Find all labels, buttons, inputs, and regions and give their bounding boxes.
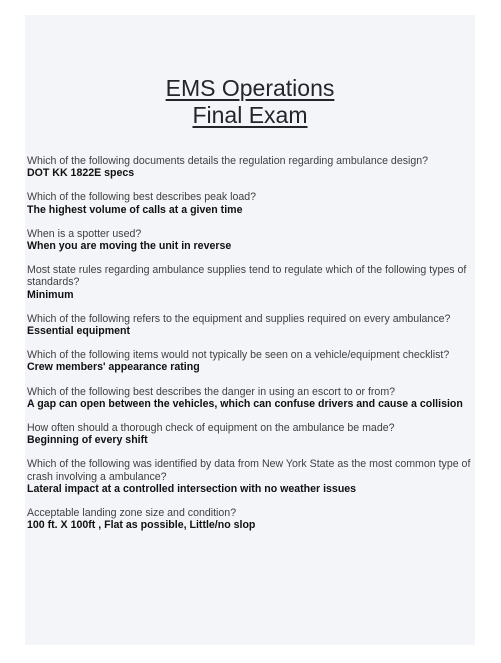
- question-text: Most state rules regarding ambulance supplies tend to regulate which of the following types of standards?: [27, 264, 467, 289]
- question-item: [27, 191, 471, 215]
- question-text: When is a spotter used?: [27, 227, 142, 240]
- question-item: [27, 313, 471, 337]
- answer-text: DOT KK 1822E specs: [27, 167, 135, 180]
- answer-text: Beginning of every shift: [27, 434, 148, 447]
- question-item: [27, 458, 471, 495]
- question-text: Which of the following best describes peak load?: [27, 191, 257, 204]
- title-line-1: EMS Operations: [165, 75, 335, 101]
- question-text: Which of the following documents details the regulation regarding ambulance design?: [27, 155, 429, 167]
- answer-text: 100 ft. X 100ft , Flat as possible, Little/no slop: [27, 519, 256, 532]
- title-line-2: Final Exam: [192, 102, 308, 128]
- answer-text: Essential equipment: [27, 325, 131, 338]
- answer-text: Crew members' appearance rating: [27, 361, 200, 374]
- question-text: Which of the following items would not typically be seen on a vehicle/equipment checklist?: [27, 349, 450, 362]
- question-item: [27, 507, 471, 531]
- question-text: Which of the following refers to the equipment and supplies required on every ambulance?: [27, 312, 451, 325]
- question-item: [27, 349, 471, 373]
- question-item: [27, 422, 471, 446]
- answer-text: Lateral impact at a controlled intersection with no weather issues: [27, 482, 357, 495]
- question-text: Which of the following was identified by data from New York State as the most common type of crash involving a ambulance?: [27, 458, 471, 483]
- question-text: Which of the following best describes the danger in using an escort to or from?: [27, 385, 396, 398]
- question-item: [27, 264, 471, 301]
- page-title: [25, 75, 475, 129]
- question-item: [27, 228, 471, 252]
- question-list: [27, 155, 471, 543]
- question-text: Acceptable landing zone size and condition?: [27, 507, 237, 520]
- question-text: How often should a thorough check of equipment on the ambulance be made?: [27, 422, 395, 435]
- question-item: [27, 155, 471, 179]
- document-page: [25, 15, 475, 645]
- answer-text: The highest volume of calls at a given time: [27, 203, 243, 216]
- question-item: [27, 386, 471, 410]
- answer-text: When you are moving the unit in reverse: [27, 240, 232, 253]
- answer-text: Minimum: [27, 288, 74, 301]
- answer-text: A gap can open between the vehicles, which can confuse drivers and cause a collision: [27, 397, 463, 410]
